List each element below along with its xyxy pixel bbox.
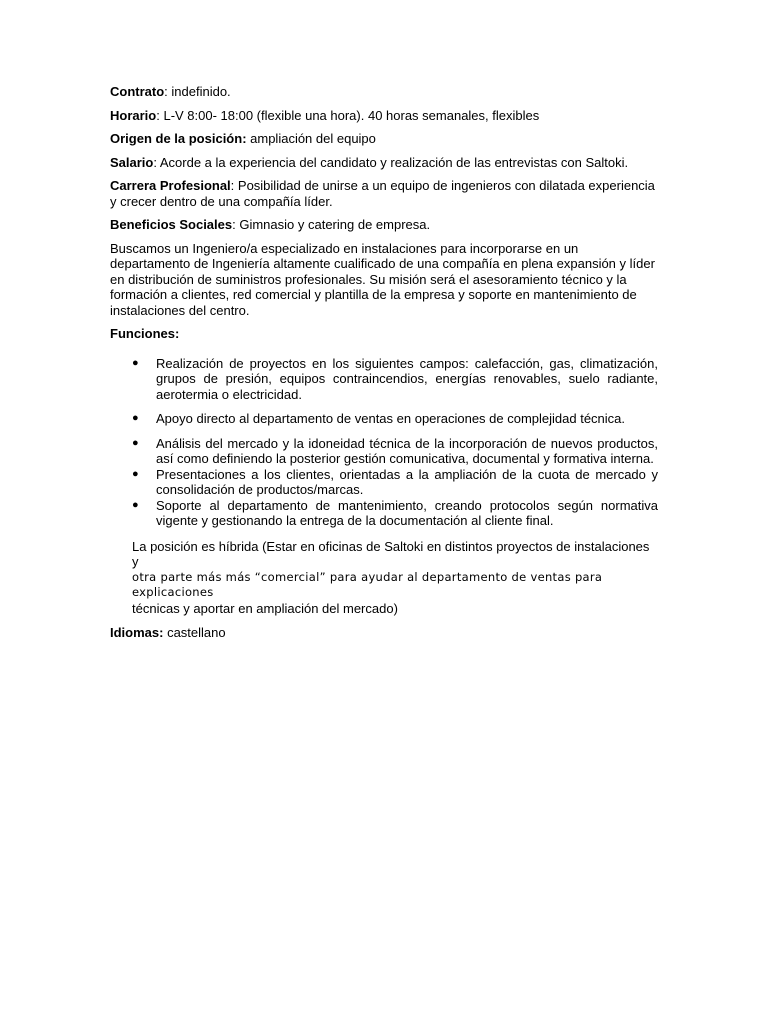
hibrida-line-1: La posición es híbrida (Estar en oficinas de Saltoki en distintos proyectos de instalaciones y xyxy=(132,538,650,569)
list-item-text: Presentaciones a los clientes, orientadas a la ampliación de la cuota de mercado y consolidación de productos/marcas. xyxy=(156,466,658,497)
contrato-label: Contrato xyxy=(110,84,165,99)
bullet-icon: ● xyxy=(132,436,139,449)
salario-label: Salario xyxy=(110,154,154,170)
hibrida-paragraph xyxy=(132,539,658,617)
bullet-icon: ● xyxy=(132,412,139,424)
list-item-text: Análisis del mercado y la idoneidad técnica de la incorporación de nuevos productos, así como definiendo la posterior gestión comunicativa, documental y formativa interna. xyxy=(156,435,658,466)
document-page xyxy=(110,84,658,649)
list-item xyxy=(110,498,658,529)
salario-line xyxy=(110,155,658,171)
list-item xyxy=(110,411,658,427)
bullet-icon: ● xyxy=(132,467,139,480)
contrato-line xyxy=(110,84,658,100)
origen-line xyxy=(110,131,658,147)
hibrida-line-2: otra parte más más “comercial” para ayudar al departamento de ventas para explicaciones xyxy=(132,569,603,599)
list-item-text: Soporte al departamento de mantenimiento, creando protocolos según normativa vigente y gestionando la entrega de la documentación al cliente final. xyxy=(156,497,658,528)
hibrida-line-3: técnicas y aportar en ampliación del mercado) xyxy=(132,600,398,616)
salario-value: : Acorde a la experiencia del candidato y realización de las entrevistas con Saltoki. xyxy=(153,154,629,170)
list-item xyxy=(110,356,658,403)
idiomas-value: castellano xyxy=(163,625,226,640)
carrera-value: : Posibilidad de unirse a un equipo de ingenieros con dilatada experiencia y crecer dentro de una compañía líder. xyxy=(110,178,655,209)
idiomas-line xyxy=(110,625,658,641)
bullet-icon: ● xyxy=(132,498,139,511)
beneficios-line xyxy=(110,217,658,233)
horario-label: Horario xyxy=(110,107,157,123)
contrato-value: : indefinido. xyxy=(164,84,231,99)
bullet-icon: ● xyxy=(132,356,139,369)
funciones-list xyxy=(110,356,658,529)
beneficios-value: : Gimnasio y catering de empresa. xyxy=(232,217,431,232)
horario-value: : L-V 8:00- 18:00 (flexible una hora). 40 horas semanales, flexibles xyxy=(156,107,540,123)
carrera-line xyxy=(110,178,658,209)
intro-paragraph: Buscamos un Ingeniero/a especializado en instalaciones para incorporarse en un departamento de Ingeniería altamente cualificado de una compañía en plena expansión y líder en distribución de suministros profesionales. Su misión será el asesoramiento técnico y la formación a clientes, red comercial y plantilla de la empresa y soporte en mantenimiento de instalaciones del centro. xyxy=(110,240,655,318)
list-item xyxy=(110,467,658,498)
origen-value: ampliación del equipo xyxy=(246,131,376,146)
list-item-text: Realización de proyectos en los siguientes campos: calefacción, gas, climatización, grupos de presión, equipos contraincendios, energías renovables, suelo radiante, aerotermia o electricidad. xyxy=(156,355,658,402)
list-item-text: Apoyo directo al departamento de ventas en operaciones de complejidad técnica. xyxy=(156,411,626,426)
origen-label: Origen de la posición: xyxy=(110,131,247,146)
carrera-label: Carrera Profesional xyxy=(110,178,231,193)
list-item xyxy=(110,436,658,467)
funciones-label: Funciones: xyxy=(110,326,180,341)
horario-line xyxy=(110,108,658,124)
funciones-heading xyxy=(110,326,658,342)
idiomas-label: Idiomas: xyxy=(110,625,164,640)
beneficios-label: Beneficios Sociales xyxy=(110,217,233,232)
